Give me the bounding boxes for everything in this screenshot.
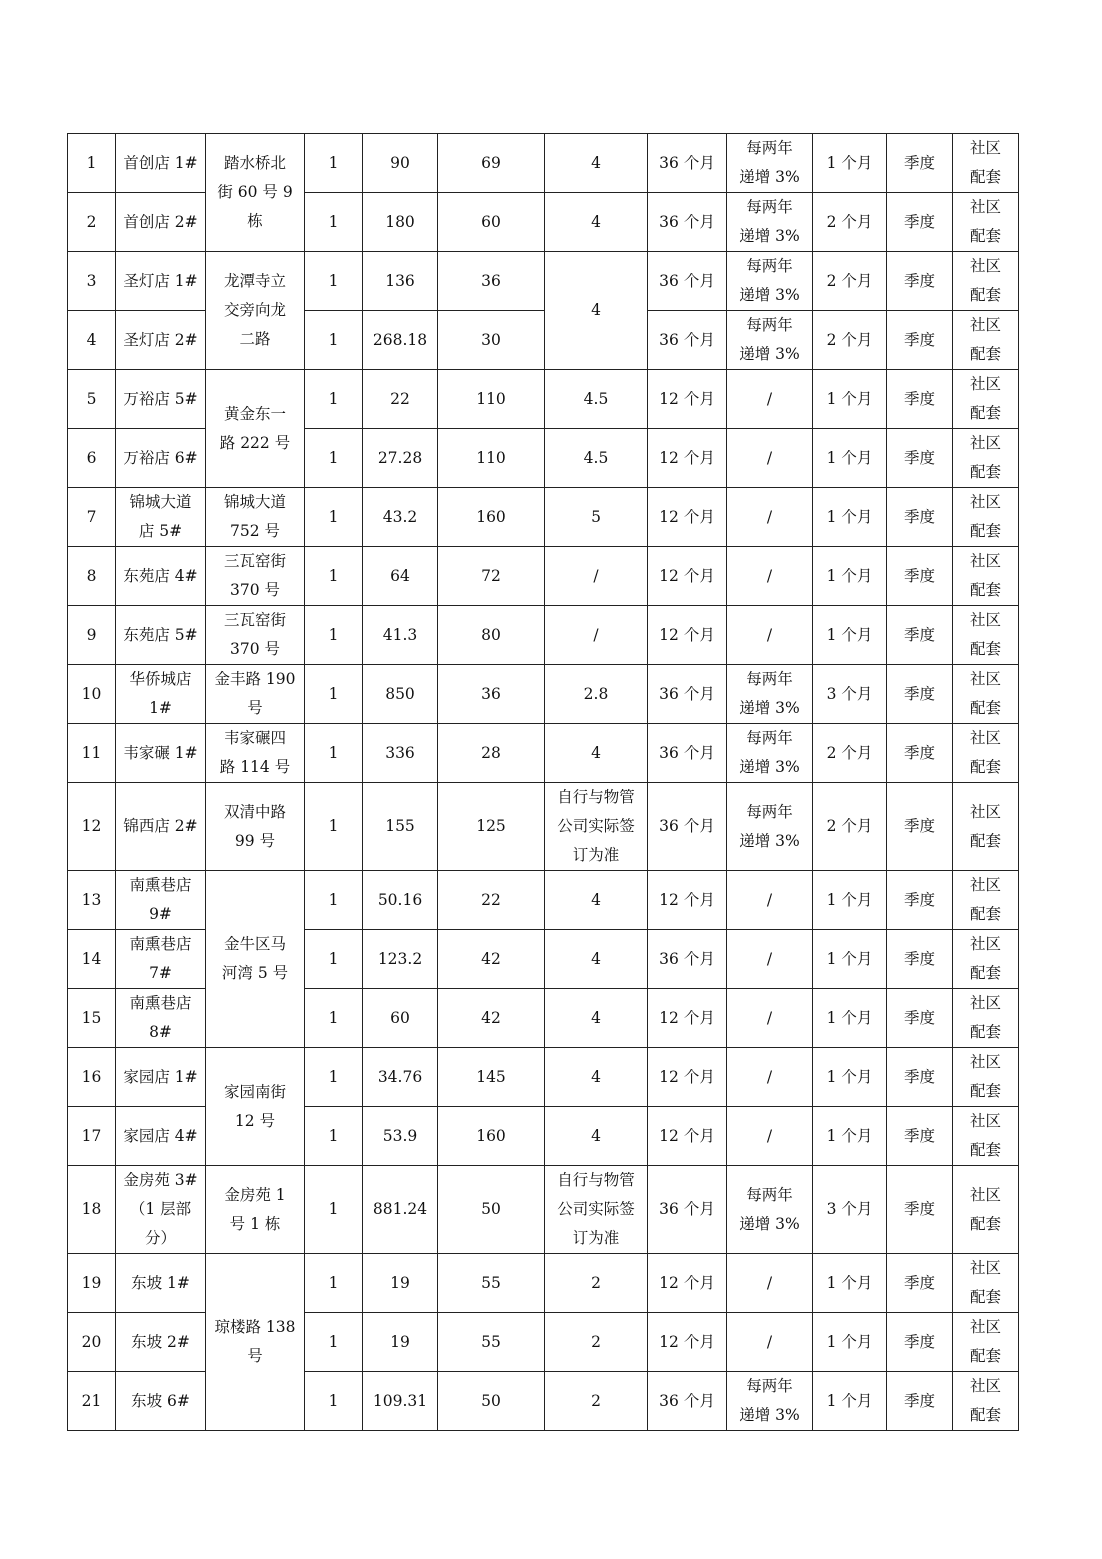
payment-cycle-cell: 季度	[887, 370, 953, 429]
quantity-cell: 1	[305, 311, 363, 370]
row-number-cell: 15	[68, 989, 116, 1048]
rent-cell: 55	[438, 1313, 545, 1372]
rent-cell: 160	[438, 1107, 545, 1166]
address-cell: 踏水桥北 街 60 号 9 栋	[206, 134, 305, 252]
lease-term-cell: 12 个月	[648, 1107, 727, 1166]
payment-cycle-cell: 季度	[887, 1107, 953, 1166]
area-cell: 123.2	[363, 930, 438, 989]
usage-cell: 社区 配套	[953, 665, 1019, 724]
deposit-cell: 1 个月	[813, 871, 887, 930]
lease-term-cell: 12 个月	[648, 429, 727, 488]
rent-cell: 110	[438, 370, 545, 429]
area-cell: 19	[363, 1313, 438, 1372]
rent-cell: 145	[438, 1048, 545, 1107]
store-name-cell: 南熏巷店 7#	[116, 930, 206, 989]
area-cell: 53.9	[363, 1107, 438, 1166]
quantity-cell: 1	[305, 724, 363, 783]
increase-cell: /	[727, 930, 813, 989]
table-row	[68, 370, 1019, 429]
row-number-cell: 3	[68, 252, 116, 311]
store-name-cell: 南熏巷店 8#	[116, 989, 206, 1048]
usage-cell: 社区 配套	[953, 1048, 1019, 1107]
table-row	[68, 1166, 1019, 1254]
area-cell: 27.28	[363, 429, 438, 488]
quantity-cell: 1	[305, 429, 363, 488]
quantity-cell: 1	[305, 193, 363, 252]
usage-cell: 社区 配套	[953, 193, 1019, 252]
address-cell: 金牛区马 河湾 5 号	[206, 871, 305, 1048]
table-row	[68, 252, 1019, 311]
usage-cell: 社区 配套	[953, 252, 1019, 311]
lease-term-cell: 12 个月	[648, 370, 727, 429]
deposit-cell: 1 个月	[813, 1313, 887, 1372]
table-row	[68, 871, 1019, 930]
mgmt-fee-cell: 4	[545, 193, 648, 252]
increase-cell: /	[727, 488, 813, 547]
row-number-cell: 17	[68, 1107, 116, 1166]
store-name-cell: 金房苑 3# （1 层部 分）	[116, 1166, 206, 1254]
rent-cell: 72	[438, 547, 545, 606]
address-cell: 韦家碾四 路 114 号	[206, 724, 305, 783]
address-cell: 琼楼路 138 号	[206, 1254, 305, 1431]
deposit-cell: 1 个月	[813, 1107, 887, 1166]
deposit-cell: 1 个月	[813, 989, 887, 1048]
usage-cell: 社区 配套	[953, 1107, 1019, 1166]
payment-cycle-cell: 季度	[887, 871, 953, 930]
rent-cell: 42	[438, 930, 545, 989]
quantity-cell: 1	[305, 1166, 363, 1254]
quantity-cell: 1	[305, 370, 363, 429]
address-cell: 三瓦窑街 370 号	[206, 547, 305, 606]
payment-cycle-cell: 季度	[887, 1166, 953, 1254]
mgmt-fee-cell: 4	[545, 134, 648, 193]
row-number-cell: 21	[68, 1372, 116, 1431]
mgmt-fee-cell: 4.5	[545, 429, 648, 488]
lease-term-cell: 12 个月	[648, 606, 727, 665]
store-name-cell: 东坡 6#	[116, 1372, 206, 1431]
address-cell: 龙潭寺立 交旁向龙 二路	[206, 252, 305, 370]
usage-cell: 社区 配套	[953, 989, 1019, 1048]
row-number-cell: 9	[68, 606, 116, 665]
address-cell: 黄金东一 路 222 号	[206, 370, 305, 488]
mgmt-fee-cell: 4	[545, 252, 648, 370]
store-name-cell: 东苑店 5#	[116, 606, 206, 665]
quantity-cell: 1	[305, 665, 363, 724]
increase-cell: 每两年 递增 3%	[727, 311, 813, 370]
rent-cell: 22	[438, 871, 545, 930]
usage-cell: 社区 配套	[953, 1254, 1019, 1313]
usage-cell: 社区 配套	[953, 370, 1019, 429]
mgmt-fee-cell: /	[545, 547, 648, 606]
usage-cell: 社区 配套	[953, 134, 1019, 193]
quantity-cell: 1	[305, 1372, 363, 1431]
rent-cell: 50	[438, 1166, 545, 1254]
area-cell: 155	[363, 783, 438, 871]
row-number-cell: 19	[68, 1254, 116, 1313]
store-name-cell: 首创店 2#	[116, 193, 206, 252]
increase-cell: /	[727, 871, 813, 930]
store-name-cell: 华侨城店 1#	[116, 665, 206, 724]
usage-cell: 社区 配套	[953, 724, 1019, 783]
mgmt-fee-cell: 4	[545, 871, 648, 930]
table-row	[68, 1048, 1019, 1107]
table-row	[68, 606, 1019, 665]
row-number-cell: 20	[68, 1313, 116, 1372]
deposit-cell: 1 个月	[813, 1372, 887, 1431]
deposit-cell: 3 个月	[813, 665, 887, 724]
deposit-cell: 2 个月	[813, 783, 887, 871]
payment-cycle-cell: 季度	[887, 665, 953, 724]
row-number-cell: 13	[68, 871, 116, 930]
mgmt-fee-cell: 4.5	[545, 370, 648, 429]
deposit-cell: 1 个月	[813, 134, 887, 193]
table-body	[68, 134, 1019, 1431]
area-cell: 41.3	[363, 606, 438, 665]
rent-cell: 80	[438, 606, 545, 665]
store-name-cell: 万裕店 6#	[116, 429, 206, 488]
area-cell: 22	[363, 370, 438, 429]
mgmt-fee-cell: 2	[545, 1372, 648, 1431]
deposit-cell: 3 个月	[813, 1166, 887, 1254]
area-cell: 336	[363, 724, 438, 783]
row-number-cell: 16	[68, 1048, 116, 1107]
rent-cell: 55	[438, 1254, 545, 1313]
usage-cell: 社区 配套	[953, 1372, 1019, 1431]
area-cell: 60	[363, 989, 438, 1048]
table-row	[68, 547, 1019, 606]
lease-term-cell: 36 个月	[648, 724, 727, 783]
deposit-cell: 1 个月	[813, 547, 887, 606]
payment-cycle-cell: 季度	[887, 193, 953, 252]
rent-cell: 30	[438, 311, 545, 370]
increase-cell: /	[727, 370, 813, 429]
payment-cycle-cell: 季度	[887, 606, 953, 665]
deposit-cell: 1 个月	[813, 370, 887, 429]
increase-cell: 每两年 递增 3%	[727, 134, 813, 193]
address-cell: 金丰路 190 号	[206, 665, 305, 724]
store-name-cell: 家园店 1#	[116, 1048, 206, 1107]
lease-term-cell: 12 个月	[648, 1254, 727, 1313]
area-cell: 34.76	[363, 1048, 438, 1107]
area-cell: 180	[363, 193, 438, 252]
quantity-cell: 1	[305, 783, 363, 871]
mgmt-fee-cell: /	[545, 606, 648, 665]
area-cell: 881.24	[363, 1166, 438, 1254]
payment-cycle-cell: 季度	[887, 1313, 953, 1372]
mgmt-fee-cell: 4	[545, 989, 648, 1048]
address-cell: 锦城大道 752 号	[206, 488, 305, 547]
lease-term-cell: 12 个月	[648, 1313, 727, 1372]
store-name-cell: 东坡 2#	[116, 1313, 206, 1372]
deposit-cell: 2 个月	[813, 252, 887, 311]
quantity-cell: 1	[305, 930, 363, 989]
payment-cycle-cell: 季度	[887, 930, 953, 989]
store-name-cell: 南熏巷店 9#	[116, 871, 206, 930]
usage-cell: 社区 配套	[953, 606, 1019, 665]
mgmt-fee-cell: 5	[545, 488, 648, 547]
store-name-cell: 锦城大道 店 5#	[116, 488, 206, 547]
deposit-cell: 1 个月	[813, 429, 887, 488]
increase-cell: /	[727, 989, 813, 1048]
increase-cell: /	[727, 429, 813, 488]
lease-term-cell: 36 个月	[648, 665, 727, 724]
payment-cycle-cell: 季度	[887, 252, 953, 311]
store-name-cell: 圣灯店 2#	[116, 311, 206, 370]
store-name-cell: 万裕店 5#	[116, 370, 206, 429]
increase-cell: /	[727, 606, 813, 665]
increase-cell: 每两年 递增 3%	[727, 665, 813, 724]
quantity-cell: 1	[305, 606, 363, 665]
lease-term-cell: 12 个月	[648, 547, 727, 606]
row-number-cell: 10	[68, 665, 116, 724]
payment-cycle-cell: 季度	[887, 134, 953, 193]
deposit-cell: 2 个月	[813, 724, 887, 783]
lease-term-cell: 12 个月	[648, 989, 727, 1048]
increase-cell: 每两年 递增 3%	[727, 724, 813, 783]
table-row	[68, 1254, 1019, 1313]
quantity-cell: 1	[305, 488, 363, 547]
row-number-cell: 5	[68, 370, 116, 429]
deposit-cell: 1 个月	[813, 606, 887, 665]
deposit-cell: 1 个月	[813, 1048, 887, 1107]
area-cell: 850	[363, 665, 438, 724]
lease-term-cell: 12 个月	[648, 871, 727, 930]
rent-cell: 42	[438, 989, 545, 1048]
quantity-cell: 1	[305, 871, 363, 930]
store-name-cell: 东苑店 4#	[116, 547, 206, 606]
row-number-cell: 18	[68, 1166, 116, 1254]
rent-cell: 110	[438, 429, 545, 488]
store-name-cell: 圣灯店 1#	[116, 252, 206, 311]
usage-cell: 社区 配套	[953, 871, 1019, 930]
area-cell: 50.16	[363, 871, 438, 930]
increase-cell: 每两年 递增 3%	[727, 193, 813, 252]
address-cell: 家园南街 12 号	[206, 1048, 305, 1166]
increase-cell: /	[727, 1107, 813, 1166]
increase-cell: 每两年 递增 3%	[727, 1166, 813, 1254]
mgmt-fee-cell: 2.8	[545, 665, 648, 724]
payment-cycle-cell: 季度	[887, 1372, 953, 1431]
rent-cell: 69	[438, 134, 545, 193]
quantity-cell: 1	[305, 1107, 363, 1166]
row-number-cell: 1	[68, 134, 116, 193]
payment-cycle-cell: 季度	[887, 488, 953, 547]
payment-cycle-cell: 季度	[887, 724, 953, 783]
usage-cell: 社区 配套	[953, 547, 1019, 606]
address-cell: 三瓦窑街 370 号	[206, 606, 305, 665]
quantity-cell: 1	[305, 134, 363, 193]
usage-cell: 社区 配套	[953, 311, 1019, 370]
area-cell: 136	[363, 252, 438, 311]
quantity-cell: 1	[305, 547, 363, 606]
deposit-cell: 1 个月	[813, 930, 887, 989]
table-row	[68, 665, 1019, 724]
row-number-cell: 6	[68, 429, 116, 488]
rent-cell: 36	[438, 252, 545, 311]
increase-cell: 每两年 递增 3%	[727, 783, 813, 871]
area-cell: 19	[363, 1254, 438, 1313]
lease-term-cell: 36 个月	[648, 1372, 727, 1431]
lease-term-cell: 36 个月	[648, 930, 727, 989]
rent-cell: 28	[438, 724, 545, 783]
lease-table	[67, 133, 1019, 1431]
payment-cycle-cell: 季度	[887, 783, 953, 871]
deposit-cell: 1 个月	[813, 488, 887, 547]
payment-cycle-cell: 季度	[887, 429, 953, 488]
row-number-cell: 2	[68, 193, 116, 252]
quantity-cell: 1	[305, 1254, 363, 1313]
mgmt-fee-cell: 2	[545, 1313, 648, 1372]
payment-cycle-cell: 季度	[887, 547, 953, 606]
increase-cell: /	[727, 1254, 813, 1313]
increase-cell: 每两年 递增 3%	[727, 252, 813, 311]
quantity-cell: 1	[305, 252, 363, 311]
store-name-cell: 韦家碾 1#	[116, 724, 206, 783]
payment-cycle-cell: 季度	[887, 1048, 953, 1107]
lease-term-cell: 36 个月	[648, 134, 727, 193]
lease-term-cell: 36 个月	[648, 311, 727, 370]
increase-cell: 每两年 递增 3%	[727, 1372, 813, 1431]
table-row	[68, 134, 1019, 193]
deposit-cell: 2 个月	[813, 311, 887, 370]
payment-cycle-cell: 季度	[887, 311, 953, 370]
lease-term-cell: 36 个月	[648, 1166, 727, 1254]
mgmt-fee-cell: 自行与物管 公司实际签 订为准	[545, 783, 648, 871]
address-cell: 双清中路 99 号	[206, 783, 305, 871]
store-name-cell: 东坡 1#	[116, 1254, 206, 1313]
payment-cycle-cell: 季度	[887, 989, 953, 1048]
quantity-cell: 1	[305, 989, 363, 1048]
usage-cell: 社区 配套	[953, 930, 1019, 989]
mgmt-fee-cell: 自行与物管 公司实际签 订为准	[545, 1166, 648, 1254]
row-number-cell: 8	[68, 547, 116, 606]
usage-cell: 社区 配套	[953, 1166, 1019, 1254]
lease-term-cell: 36 个月	[648, 252, 727, 311]
area-cell: 64	[363, 547, 438, 606]
lease-term-cell: 36 个月	[648, 193, 727, 252]
rent-cell: 50	[438, 1372, 545, 1431]
usage-cell: 社区 配套	[953, 488, 1019, 547]
store-name-cell: 锦西店 2#	[116, 783, 206, 871]
table-row	[68, 724, 1019, 783]
store-name-cell: 首创店 1#	[116, 134, 206, 193]
row-number-cell: 7	[68, 488, 116, 547]
row-number-cell: 4	[68, 311, 116, 370]
row-number-cell: 12	[68, 783, 116, 871]
area-cell: 90	[363, 134, 438, 193]
lease-term-cell: 36 个月	[648, 783, 727, 871]
mgmt-fee-cell: 4	[545, 1048, 648, 1107]
deposit-cell: 1 个月	[813, 1254, 887, 1313]
quantity-cell: 1	[305, 1313, 363, 1372]
payment-cycle-cell: 季度	[887, 1254, 953, 1313]
rent-cell: 36	[438, 665, 545, 724]
usage-cell: 社区 配套	[953, 429, 1019, 488]
table-row	[68, 488, 1019, 547]
increase-cell: /	[727, 1048, 813, 1107]
area-cell: 268.18	[363, 311, 438, 370]
lease-term-cell: 12 个月	[648, 1048, 727, 1107]
rent-cell: 125	[438, 783, 545, 871]
row-number-cell: 14	[68, 930, 116, 989]
area-cell: 109.31	[363, 1372, 438, 1431]
deposit-cell: 2 个月	[813, 193, 887, 252]
quantity-cell: 1	[305, 1048, 363, 1107]
address-cell: 金房苑 1 号 1 栋	[206, 1166, 305, 1254]
store-name-cell: 家园店 4#	[116, 1107, 206, 1166]
mgmt-fee-cell: 4	[545, 724, 648, 783]
mgmt-fee-cell: 4	[545, 1107, 648, 1166]
increase-cell: /	[727, 1313, 813, 1372]
row-number-cell: 11	[68, 724, 116, 783]
lease-term-cell: 12 个月	[648, 488, 727, 547]
area-cell: 43.2	[363, 488, 438, 547]
mgmt-fee-cell: 2	[545, 1254, 648, 1313]
rent-cell: 60	[438, 193, 545, 252]
usage-cell: 社区 配套	[953, 783, 1019, 871]
rent-cell: 160	[438, 488, 545, 547]
table-row	[68, 783, 1019, 871]
mgmt-fee-cell: 4	[545, 930, 648, 989]
increase-cell: /	[727, 547, 813, 606]
usage-cell: 社区 配套	[953, 1313, 1019, 1372]
